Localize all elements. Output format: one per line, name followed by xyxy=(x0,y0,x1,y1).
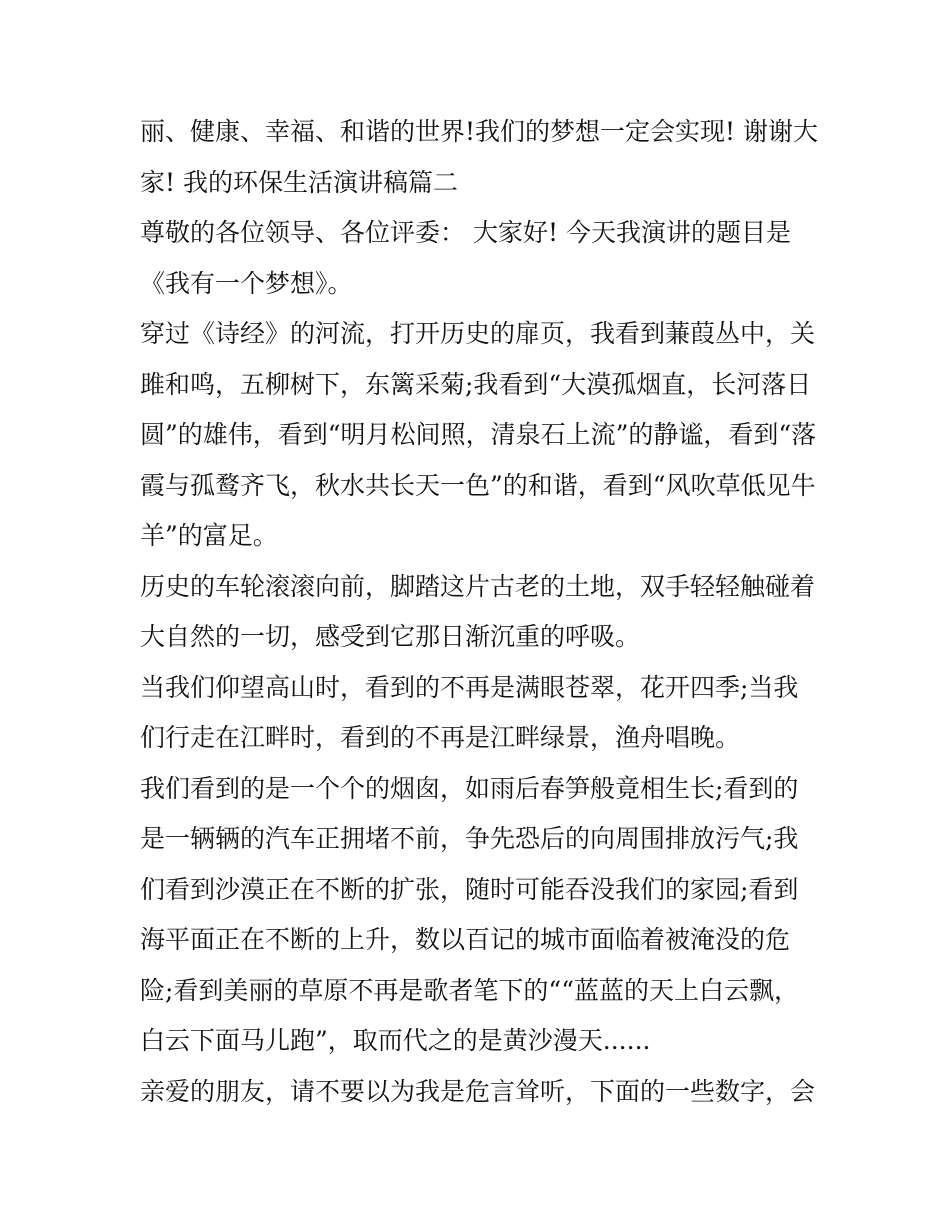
text-line: 雎和鸣，五柳树下，东篱采菊;我看到“大漠孤烟直，长河落日 xyxy=(140,369,812,399)
text-line: 险;看到美丽的草原不再是歌者笔下的““蓝蓝的天上白云飘， xyxy=(140,975,799,1005)
text-line: 丽、健康、幸福、和谐的世界!我们的梦想一定会实现! 谢谢大 xyxy=(140,117,819,146)
text-line: 《我有一个梦想》。 xyxy=(140,268,353,298)
text-line: 亲爱的朋友，请不要以为我是危言耸听，下面的一些数字，会 xyxy=(140,1076,816,1106)
document-body xyxy=(140,107,820,1117)
text-line: 们行走在江畔时，看到的不再是江畔绿景，渔舟唱晚。 xyxy=(140,723,741,752)
text-line: 霞与孤鹜齐飞，秋水共长天一色”的和谐，看到“风吹草低见牛 xyxy=(140,470,816,500)
text-line: 是一辆辆的汽车正拥堵不前，争先恐后的向周围排放污气;我 xyxy=(140,824,799,853)
text-line: 海平面正在不断的上升，数以百记的城市面临着被淹没的危 xyxy=(140,925,791,954)
text-line: 们看到沙漠正在不断的扩张，随时可能吞没我们的家园;看到 xyxy=(140,874,799,904)
text-line: 我们看到的是一个个的烟囱，如雨后春笋般竟相生长;看到的 xyxy=(140,773,799,803)
text-line: 圆”的雄伟，看到“明月松间照，清泉石上流”的静谧，看到“落 xyxy=(140,420,817,449)
text-line: 当我们仰望高山时，看到的不再是满眼苍翠，花开四季;当我 xyxy=(140,672,799,702)
text-line: 大自然的一切，感受到它那日渐沉重的呼吸。 xyxy=(140,622,641,651)
text-line: 白云下面马儿跑”，取而代之的是黄沙漫天...... xyxy=(140,1026,651,1055)
text-line: 家! 我的环保生活演讲稿篇二 xyxy=(140,167,458,197)
text-line: 羊”的富足。 xyxy=(140,521,278,550)
text-line: 尊敬的各位领导、各位评委： 大家好! 今天我演讲的题目是 xyxy=(140,218,791,247)
text-line: 穿过《诗经》的河流，打开历史的扉页，我看到蒹葭丛中，关 xyxy=(140,319,816,348)
text-line: 历史的车轮滚滚向前，脚踏这片古老的土地，双手轻轻触碰着 xyxy=(140,571,816,601)
